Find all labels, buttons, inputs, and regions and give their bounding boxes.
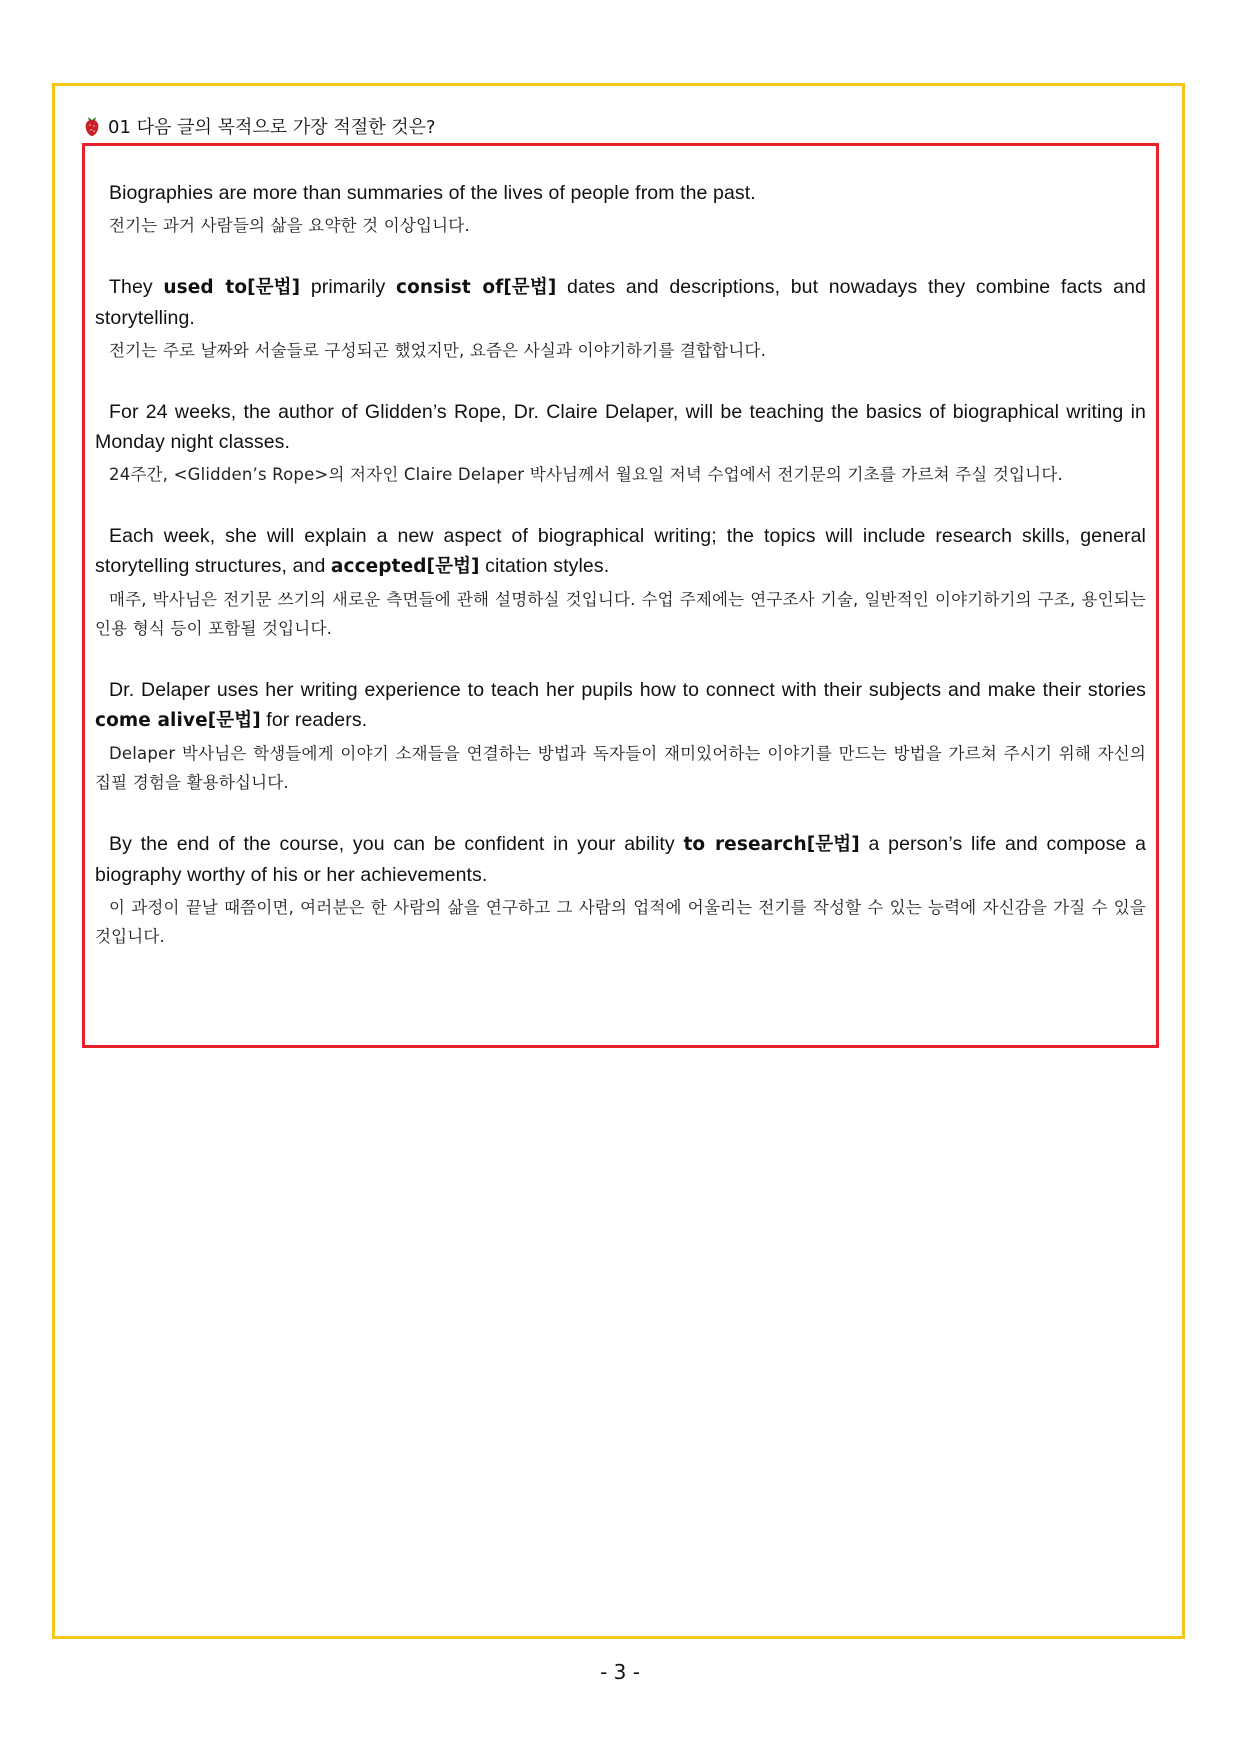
sentence-text: dates and descriptions, but nowadays they combine facts and storytelling. <box>95 276 1146 329</box>
english-sentence <box>95 829 1146 890</box>
grammar-keyword: consist of[문법] <box>396 277 557 298</box>
grammar-keyword: accepted[문법] <box>330 556 480 577</box>
passage-paragraph <box>95 397 1146 489</box>
grammar-keyword: come alive[문법] <box>95 710 261 731</box>
sentence-text: Each week, she will explain a new aspect of biographical writing; the topics will include research skills, general storytelling structures, and <box>95 525 1146 577</box>
english-sentence <box>95 397 1146 457</box>
strawberry-icon <box>84 115 100 137</box>
passage-paragraph <box>95 272 1146 365</box>
sentence-text: Biographies are more than summaries of the lives of people from the past. <box>109 182 756 204</box>
korean-translation: 이 과정이 끝날 때쯤이면, 여러분은 한 사람의 삶을 연구하고 그 사람의 업적에 어울리는 전기를 작성할 수 있는 능력에 자신감을 가질 수 있을 것입니다. <box>95 898 1146 946</box>
korean-translation: Delaper 박사님은 학생들에게 이야기 소재들을 연결하는 방법과 독자들이 재미있어하는 이야기를 만드는 방법을 가르쳐 주시기 위해 자신의 집필 경험을 활용하십니다. <box>95 744 1146 792</box>
korean-translation: 전기는 과거 사람들의 삶을 요약한 것 이상입니다. <box>109 216 470 235</box>
question-text: 01 다음 글의 목적으로 가장 적절한 것은? <box>108 117 436 138</box>
korean-translation: 24주간, <Glidden’s Rope>의 저자인 Claire Delaper 박사님께서 월요일 저녁 수업에서 전기문의 기초를 가르쳐 주실 것입니다. <box>109 465 1063 484</box>
sentence-text: For 24 weeks, the author of Glidden’s Rope, Dr. Claire Delaper, will be teaching the basics of biographical writing in Monday night classes. <box>95 401 1146 453</box>
english-sentence <box>95 178 1146 208</box>
question-header <box>84 112 436 140</box>
passage-paragraph <box>95 178 1146 240</box>
sentence-text: a person’s life and compose a biography worthy of his or her achievements. <box>95 833 1147 886</box>
passage-paragraph <box>95 521 1146 643</box>
sentence-text: They <box>109 276 164 298</box>
english-sentence <box>95 521 1146 582</box>
sentence-text: Dr. Delaper uses her writing experience to teach her pupils how to connect with their subjects and make their stories <box>109 679 1146 701</box>
sentence-text: By the end of the course, you can be confident in your ability <box>109 833 684 855</box>
sentence-text: for readers. <box>260 709 368 731</box>
korean-translation: 매주, 박사님은 전기문 쓰기의 새로운 측면들에 관해 설명하실 것입니다. 수업 주제에는 연구조사 기술, 일반적인 이야기하기의 구조, 용인되는 인용 형식 등이 포함될 것입니다. <box>95 590 1146 638</box>
grammar-keyword: used to[문법] <box>163 277 301 298</box>
sentence-text: primarily <box>300 276 397 298</box>
grammar-keyword: to research[문법] <box>683 834 860 855</box>
english-sentence <box>95 272 1146 333</box>
english-sentence <box>95 675 1146 736</box>
passage-paragraph <box>95 829 1146 951</box>
sentence-text: citation styles. <box>479 555 610 577</box>
passage-paragraph <box>95 675 1146 797</box>
passage-box <box>82 143 1159 1048</box>
korean-translation: 전기는 주로 날짜와 서술들로 구성되곤 했었지만, 요즘은 사실과 이야기하기를 결합합니다. <box>109 341 767 360</box>
page-number: - 3 - <box>600 1660 640 1684</box>
